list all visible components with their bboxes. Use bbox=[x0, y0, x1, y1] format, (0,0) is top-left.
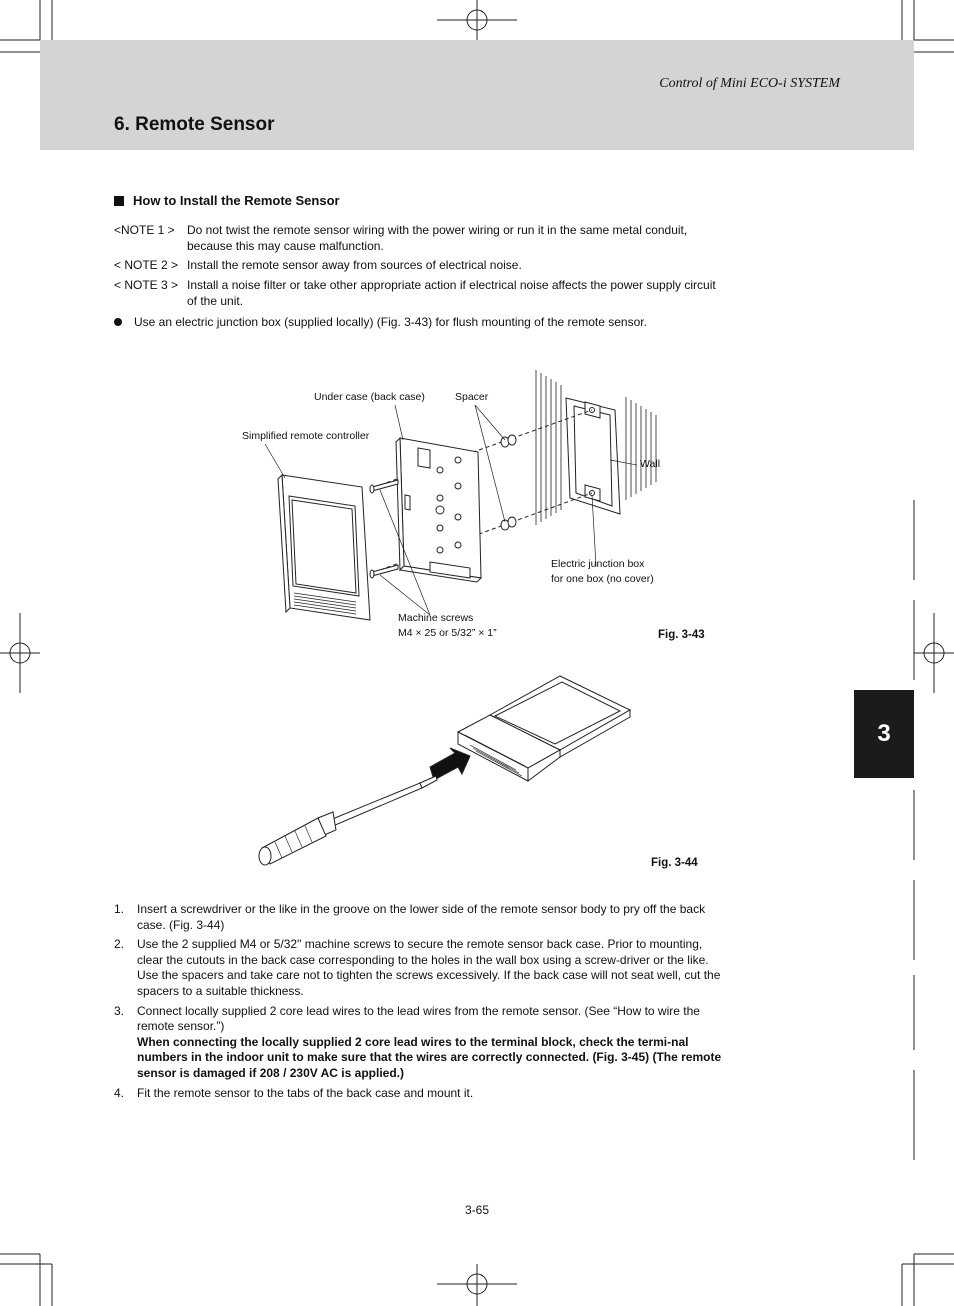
page-number: 3-65 bbox=[464, 1203, 490, 1217]
figure-caption-44: Fig. 3-44 bbox=[651, 857, 698, 869]
step-item bbox=[114, 902, 724, 933]
step-text: Insert a screwdriver or the like in the groove on the lower side of the remote sensor body to pry off the back case. (Fig. 3-44) bbox=[137, 902, 706, 932]
steps-list bbox=[114, 902, 724, 1105]
step-number: 3. bbox=[114, 1003, 125, 1018]
note-label: < NOTE 2 > bbox=[114, 258, 179, 272]
step-text: Use the 2 supplied M4 or 5/32" machine screws to secure the remote sensor back case. Prior to mounting, clear the cutouts in the back case corresponding to the holes in the wall box using a screw-driver or the like. Use the spacers and take care not to tighten the screws excessively. If the back case will not seat well, cut the spacers to a suitable thickness. bbox=[137, 937, 721, 998]
screwdriver bbox=[259, 776, 437, 865]
note-label: <NOTE 1 > bbox=[114, 223, 175, 237]
figure-caption-43: Fig. 3-43 bbox=[658, 629, 705, 641]
label-wall: Wall bbox=[640, 458, 661, 470]
section-heading-text: How to Install the Remote Sensor bbox=[133, 193, 340, 208]
label-junction-box-2: for one box (no cover) bbox=[551, 573, 654, 585]
step-item bbox=[114, 937, 724, 999]
system-title: Control of Mini ECO-i SYSTEM bbox=[659, 76, 840, 91]
label-spacer: Spacer bbox=[455, 391, 489, 403]
step-number: 2. bbox=[114, 937, 125, 952]
label-under-case: Under case (back case) bbox=[314, 391, 425, 403]
step-text: Connect locally supplied 2 core lead wires to the lead wires from the remote sensor. (See “How to wire the remote sensor.”) bbox=[137, 1003, 700, 1034]
note-text: Do not twist the remote sensor wiring with the power wiring or run it in the same metal conduit, because this may cause malfunction. bbox=[187, 223, 688, 253]
sensor-body bbox=[458, 676, 630, 781]
step-text: Fit the remote sensor to the tabs of the back case and mount it. bbox=[137, 1085, 474, 1100]
label-machine-screws-2: M4 × 25 or 5/32” × 1” bbox=[398, 627, 497, 639]
label-simplified-controller: Simplified remote controller bbox=[242, 430, 370, 442]
page-title: 6. Remote Sensor bbox=[114, 114, 275, 135]
chapter-tab: 3 bbox=[854, 690, 914, 778]
step-warning-text: When connecting the locally supplied 2 core lead wires to the terminal block, check the termi-nal numbers in the indoor unit to make sure that the wires are correctly connected. (Fig. 3-45) (The remote sensor is damaged if 208 / 230V AC is applied.) bbox=[137, 1034, 722, 1080]
bullet-text: Use an electric junction box (supplied locally) (Fig. 3-43) for flush mounting of the remote sensor. bbox=[134, 315, 647, 329]
step-item bbox=[114, 1004, 724, 1082]
step-number: 1. bbox=[114, 902, 125, 916]
label-junction-box-1: Electric junction box bbox=[551, 558, 645, 570]
push-arrow bbox=[430, 748, 470, 780]
note-label: < NOTE 3 > bbox=[114, 278, 179, 292]
step-item bbox=[114, 1086, 724, 1102]
label-machine-screws-1: Machine screws bbox=[398, 612, 474, 624]
note-text: Install a noise filter or take other appropriate action if electrical noise affects the power supply circuit of the unit. bbox=[187, 278, 716, 308]
step-number: 4. bbox=[114, 1085, 125, 1100]
note-text: Install the remote sensor away from sources of electrical noise. bbox=[187, 258, 522, 272]
